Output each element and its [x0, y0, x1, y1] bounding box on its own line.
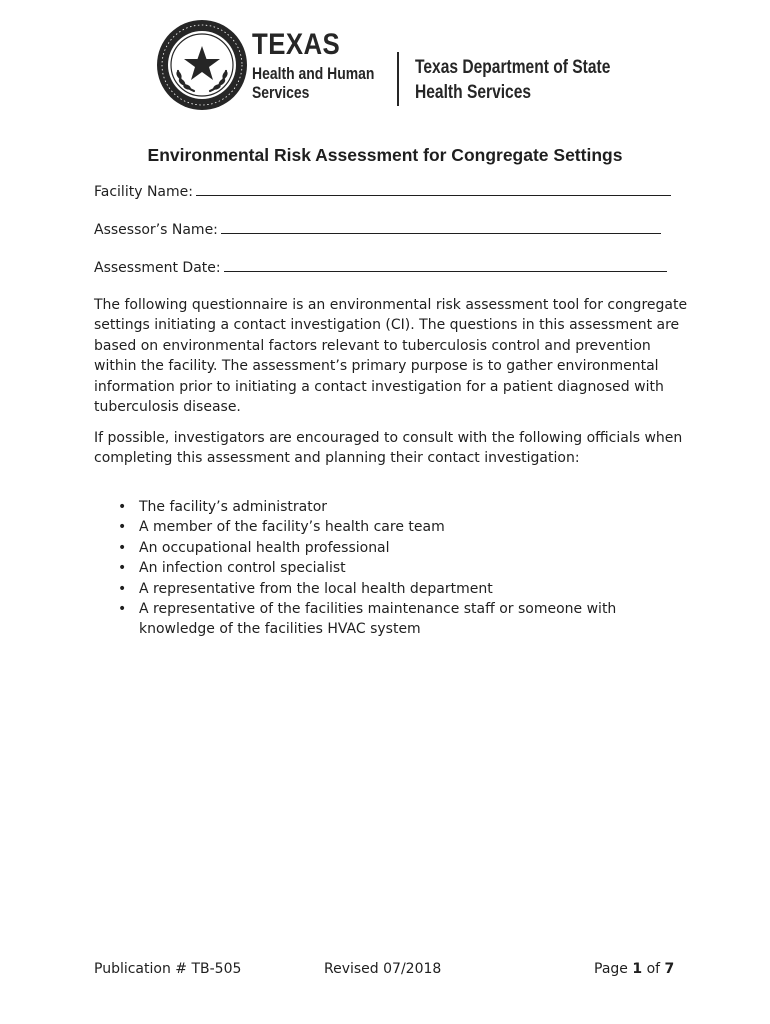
assessor-name-label: Assessor’s Name: — [94, 222, 218, 238]
publication-number: Publication # TB-505 — [94, 961, 242, 977]
logo-divider — [397, 52, 399, 106]
revision-date: Revised 07/2018 — [324, 961, 442, 977]
assessor-name-blank[interactable] — [221, 220, 661, 234]
list-item: • A member of the facility’s health care team — [112, 517, 692, 537]
page-total: 7 — [664, 961, 675, 977]
bullet-icon: • — [118, 601, 127, 618]
list-item: • A representative from the local health department — [112, 579, 692, 599]
list-item: • The facility’s administrator — [112, 497, 692, 517]
list-item: • An infection control specialist — [112, 558, 692, 578]
consult-paragraph: If possible, investigators are encouraged to consult with the following officials when completing this assessment and planning their contact investigation: — [94, 430, 683, 467]
bullet-icon: • — [118, 580, 127, 597]
page-indicator — [594, 959, 674, 979]
assessment-date-field — [94, 258, 667, 277]
texas-seal-icon — [156, 19, 248, 111]
page-prefix: Page — [594, 961, 628, 977]
facility-name-blank[interactable] — [196, 182, 671, 196]
intro-paragraph: The following questionnaire is an environmental risk assessment tool for congregate settings initiating a contact investigation (CI). The questions in this assessment are based on environmental factors relevant to tuberculosis control and prevention within the facility. The assessment’s primary purpose is to gather environmental information prior to initiating a contact investigation for a patient diagnosed with tuberculosis disease. — [94, 297, 688, 416]
bullet-icon: • — [118, 519, 127, 536]
bullet-icon: • — [118, 499, 127, 515]
assessment-date-blank[interactable] — [224, 258, 667, 272]
hhs-wordmark: TEXAS — [252, 28, 341, 61]
page-of: of — [646, 961, 661, 977]
page-current: 1 — [632, 961, 643, 977]
bullet-icon: • — [118, 560, 127, 577]
hhs-subtitle: Health and Human Services — [252, 64, 375, 102]
document-title: Environmental Risk Assessment for Congregate Settings — [147, 145, 623, 165]
assessor-name-field — [94, 220, 661, 239]
bullet-icon: • — [118, 539, 127, 556]
facility-name-field — [94, 182, 671, 201]
officials-list — [112, 497, 692, 640]
dshs-name: Texas Department of State Health Services — [415, 57, 611, 103]
list-item: • A representative of the facilities maintenance staff or someone with knowledge of the facilities HVAC system — [118, 601, 617, 638]
list-item: • An occupational health professional — [112, 538, 692, 558]
facility-name-label: Facility Name: — [94, 184, 193, 200]
assessment-date-label: Assessment Date: — [94, 260, 221, 276]
